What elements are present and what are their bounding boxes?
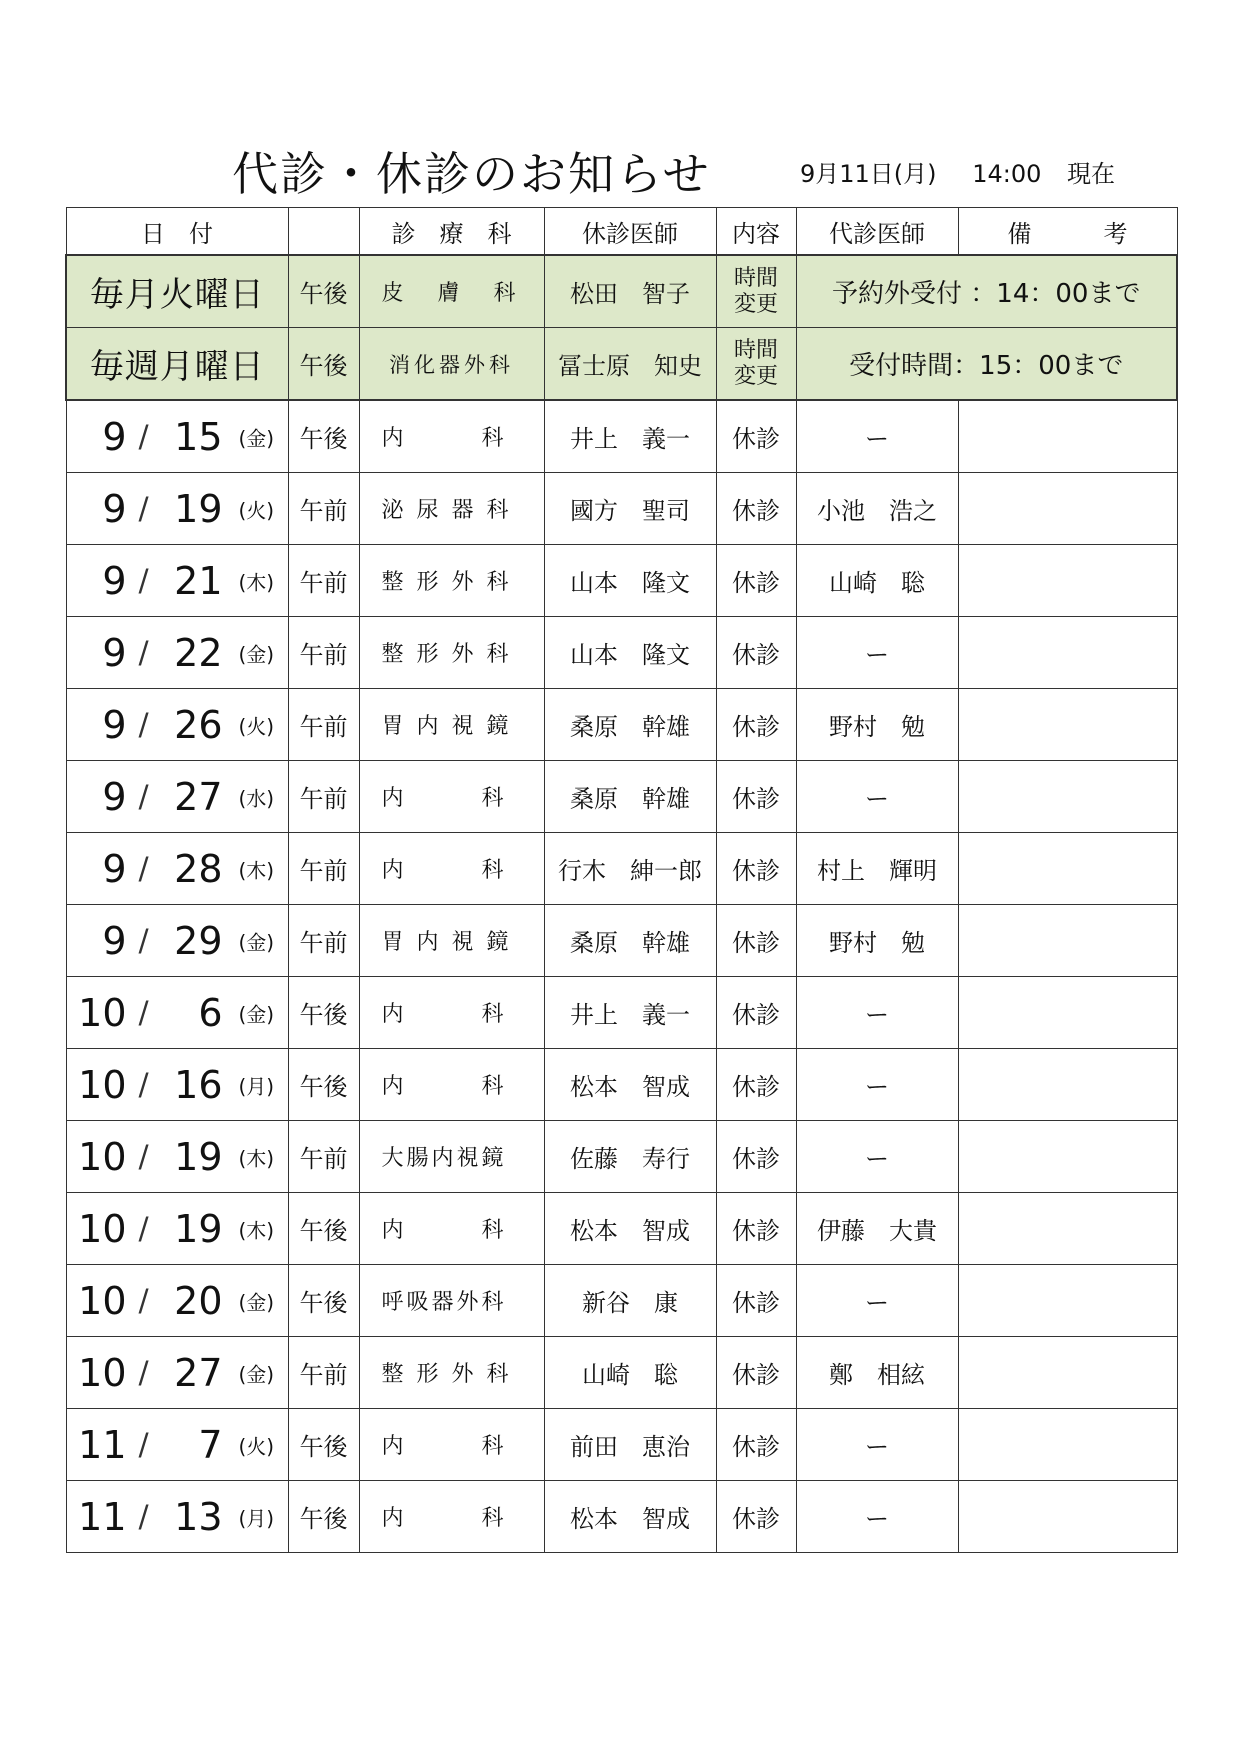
department-text: 内 科	[381, 1506, 507, 1531]
doctor-cell: 行木 紳一郎	[544, 833, 716, 905]
special-when: 毎週月曜日	[66, 328, 288, 401]
doctor-cell: 井上 義一	[544, 977, 716, 1049]
date-day: 28	[174, 846, 223, 891]
date-slash: /	[138, 1283, 149, 1318]
department-text: 内 科	[381, 1218, 507, 1243]
date-month: 10	[78, 1350, 127, 1395]
date-slash: /	[138, 1427, 149, 1462]
special-when: 毎月火曜日	[66, 255, 288, 328]
department-text: 整 形 外 科	[381, 1362, 512, 1387]
table-row	[66, 833, 1177, 905]
doctor-cell: 前田 恵治	[544, 1409, 716, 1481]
content-cell: 休診	[716, 977, 796, 1049]
date-month: 10	[78, 990, 127, 1035]
department-cell	[359, 473, 544, 545]
special-content-line2: 変更	[733, 291, 778, 317]
department-text: 内 科	[381, 426, 507, 451]
doctor-cell: 松本 智成	[544, 1193, 716, 1265]
department-cell	[359, 1337, 544, 1409]
special-department: 皮 膚 科	[359, 255, 544, 328]
substitute-cell: ー	[796, 1121, 958, 1193]
date-cell	[66, 761, 288, 833]
substitute-cell: ー	[796, 1481, 958, 1553]
doctor-cell: 山本 隆文	[544, 617, 716, 689]
table-row	[66, 1193, 1177, 1265]
department-cell	[359, 689, 544, 761]
department-cell	[359, 905, 544, 977]
content-cell: 休診	[716, 1481, 796, 1553]
date-cell	[66, 1049, 288, 1121]
page-title: 代診・休診のお知らせ	[232, 147, 711, 201]
date-slash: /	[138, 1139, 149, 1174]
schedule-table	[65, 207, 1178, 1553]
as-of-date: 9月11日(月)	[800, 160, 937, 188]
substitute-cell: ー	[796, 1409, 958, 1481]
content-cell: 休診	[716, 761, 796, 833]
period-cell: 午前	[288, 833, 359, 905]
special-content	[716, 328, 796, 401]
doctor-cell: 新谷 康	[544, 1265, 716, 1337]
remarks-cell	[958, 977, 1177, 1049]
date-slash: /	[138, 563, 149, 598]
remarks-cell	[958, 1049, 1177, 1121]
content-cell: 休診	[716, 473, 796, 545]
date-slash: /	[138, 995, 149, 1030]
date-month: 10	[78, 1134, 127, 1179]
substitute-cell: 野村 勉	[796, 905, 958, 977]
date-month: 9	[102, 918, 127, 963]
date-weekday: (金)	[238, 426, 275, 450]
date-day: 20	[174, 1278, 223, 1323]
substitute-cell: ー	[796, 617, 958, 689]
date-cell	[66, 473, 288, 545]
date-slash: /	[138, 851, 149, 886]
department-cell	[359, 1409, 544, 1481]
date-day: 21	[174, 558, 223, 603]
period-cell: 午前	[288, 689, 359, 761]
date-month: 9	[102, 414, 127, 459]
special-row	[66, 255, 1177, 328]
substitute-cell: ー	[796, 761, 958, 833]
date-month: 9	[102, 702, 127, 747]
date-day: 22	[174, 630, 223, 675]
special-period: 午後	[288, 255, 359, 328]
date-month: 10	[78, 1206, 127, 1251]
date-slash: /	[138, 1499, 149, 1534]
date-day: 6	[198, 990, 223, 1035]
content-cell: 休診	[716, 400, 796, 473]
date-weekday: (水)	[238, 786, 275, 810]
table-row	[66, 1049, 1177, 1121]
date-month: 9	[102, 630, 127, 675]
remarks-cell	[958, 689, 1177, 761]
table-row	[66, 1481, 1177, 1553]
remarks-cell	[958, 833, 1177, 905]
doctor-cell: 山崎 聡	[544, 1337, 716, 1409]
substitute-cell: ー	[796, 977, 958, 1049]
department-cell	[359, 1265, 544, 1337]
content-cell: 休診	[716, 1337, 796, 1409]
date-slash: /	[138, 419, 149, 454]
date-slash: /	[138, 491, 149, 526]
special-note: 予約外受付 ：14：00まで	[796, 255, 1177, 328]
special-note: 受付時間：15：00まで	[796, 328, 1177, 401]
department-cell	[359, 1193, 544, 1265]
department-cell	[359, 545, 544, 617]
table-row	[66, 761, 1177, 833]
date-weekday: (木)	[238, 1218, 275, 1242]
department-text: 内 科	[381, 786, 507, 811]
substitute-cell: 野村 勉	[796, 689, 958, 761]
period-cell: 午前	[288, 761, 359, 833]
date-cell	[66, 1193, 288, 1265]
date-cell	[66, 1265, 288, 1337]
department-text: 大腸内視鏡	[381, 1146, 507, 1171]
doctor-cell: 井上 義一	[544, 400, 716, 473]
date-cell	[66, 545, 288, 617]
date-day: 19	[174, 486, 223, 531]
remarks-cell	[958, 1337, 1177, 1409]
substitute-cell: 小池 浩之	[796, 473, 958, 545]
date-cell	[66, 1481, 288, 1553]
date-day: 29	[174, 918, 223, 963]
department-text: 胃 内 視 鏡	[381, 930, 512, 955]
date-weekday: (月)	[238, 1074, 275, 1098]
department-cell	[359, 833, 544, 905]
special-content-line1: 時間	[733, 265, 778, 291]
remarks-cell	[958, 400, 1177, 473]
date-slash: /	[138, 707, 149, 742]
department-cell	[359, 617, 544, 689]
substitute-cell: 伊藤 大貴	[796, 1193, 958, 1265]
date-weekday: (金)	[238, 1002, 275, 1026]
content-cell: 休診	[716, 545, 796, 617]
date-weekday: (木)	[238, 858, 275, 882]
table-row	[66, 905, 1177, 977]
department-text: 胃 内 視 鏡	[381, 714, 512, 739]
date-cell	[66, 617, 288, 689]
date-day: 16	[174, 1062, 223, 1107]
substitute-cell: ー	[796, 1265, 958, 1337]
date-day: 19	[174, 1206, 223, 1251]
date-weekday: (金)	[238, 1362, 275, 1386]
date-month: 11	[78, 1422, 127, 1467]
col-header-date: 日 付	[66, 208, 288, 256]
col-header-remarks: 備 考	[958, 208, 1177, 256]
department-text: 整 形 外 科	[381, 570, 512, 595]
date-slash: /	[138, 1211, 149, 1246]
remarks-cell	[958, 545, 1177, 617]
doctor-cell: 佐藤 寿行	[544, 1121, 716, 1193]
as-of-label: 現在	[1067, 160, 1115, 188]
content-cell: 休診	[716, 1409, 796, 1481]
doctor-cell: 桑原 幹雄	[544, 761, 716, 833]
date-slash: /	[138, 779, 149, 814]
period-cell: 午前	[288, 617, 359, 689]
department-text: 整 形 外 科	[381, 642, 512, 667]
department-text: 内 科	[381, 1434, 507, 1459]
period-cell: 午前	[288, 1337, 359, 1409]
special-row	[66, 328, 1177, 401]
table-row	[66, 689, 1177, 761]
period-cell: 午後	[288, 1193, 359, 1265]
special-department: 消化器外科	[359, 328, 544, 401]
doctor-cell: 國方 聖司	[544, 473, 716, 545]
department-text: 内 科	[381, 858, 507, 883]
table-row	[66, 617, 1177, 689]
special-doctor: 松田 智子	[544, 255, 716, 328]
substitute-cell: ー	[796, 1049, 958, 1121]
remarks-cell	[958, 761, 1177, 833]
as-of-time: 14:00	[972, 160, 1042, 188]
substitute-cell: ー	[796, 400, 958, 473]
department-text: 内 科	[381, 1074, 507, 1099]
date-day: 7	[198, 1422, 223, 1467]
table-row	[66, 1121, 1177, 1193]
content-cell: 休診	[716, 833, 796, 905]
date-month: 9	[102, 558, 127, 603]
special-period: 午後	[288, 328, 359, 401]
content-cell: 休診	[716, 1193, 796, 1265]
date-day: 15	[174, 414, 223, 459]
date-day: 27	[174, 774, 223, 819]
date-weekday: (金)	[238, 642, 275, 666]
date-slash: /	[138, 1067, 149, 1102]
remarks-cell	[958, 617, 1177, 689]
col-header-doctor: 休診医師	[544, 208, 716, 256]
doctor-cell: 桑原 幹雄	[544, 689, 716, 761]
col-header-period	[288, 208, 359, 256]
remarks-cell	[958, 1481, 1177, 1553]
date-slash: /	[138, 1355, 149, 1390]
date-day: 27	[174, 1350, 223, 1395]
date-month: 9	[102, 486, 127, 531]
content-cell: 休診	[716, 617, 796, 689]
content-cell: 休診	[716, 1049, 796, 1121]
table-row	[66, 1265, 1177, 1337]
date-day: 26	[174, 702, 223, 747]
department-text: 泌 尿 器 科	[381, 498, 512, 523]
as-of-timestamp	[800, 158, 1115, 190]
date-cell	[66, 1337, 288, 1409]
special-content-line1: 時間	[733, 337, 778, 363]
content-cell: 休診	[716, 1121, 796, 1193]
date-cell	[66, 1409, 288, 1481]
table-header-row	[66, 208, 1177, 256]
period-cell: 午後	[288, 1049, 359, 1121]
substitute-cell: 村上 輝明	[796, 833, 958, 905]
date-weekday: (木)	[238, 570, 275, 594]
table-row	[66, 545, 1177, 617]
col-header-department: 診 療 科	[359, 208, 544, 256]
date-weekday: (火)	[238, 1434, 275, 1458]
period-cell: 午後	[288, 1481, 359, 1553]
date-weekday: (月)	[238, 1506, 275, 1530]
department-cell	[359, 761, 544, 833]
date-weekday: (金)	[238, 930, 275, 954]
period-cell: 午後	[288, 1409, 359, 1481]
doctor-cell: 山本 隆文	[544, 545, 716, 617]
col-header-substitute: 代診医師	[796, 208, 958, 256]
date-slash: /	[138, 635, 149, 670]
content-cell: 休診	[716, 689, 796, 761]
remarks-cell	[958, 1409, 1177, 1481]
doctor-cell: 桑原 幹雄	[544, 905, 716, 977]
period-cell: 午後	[288, 1265, 359, 1337]
date-cell	[66, 1121, 288, 1193]
date-day: 13	[174, 1494, 223, 1539]
date-month: 10	[78, 1278, 127, 1323]
date-weekday: (火)	[238, 498, 275, 522]
remarks-cell	[958, 1121, 1177, 1193]
content-cell: 休診	[716, 1265, 796, 1337]
date-weekday: (木)	[238, 1146, 275, 1170]
department-text: 呼吸器外科	[381, 1290, 507, 1315]
department-cell	[359, 1121, 544, 1193]
table-row	[66, 977, 1177, 1049]
period-cell: 午後	[288, 977, 359, 1049]
department-cell	[359, 400, 544, 473]
date-slash: /	[138, 923, 149, 958]
date-weekday: (金)	[238, 1290, 275, 1314]
remarks-cell	[958, 1265, 1177, 1337]
remarks-cell	[958, 1193, 1177, 1265]
col-header-content: 内容	[716, 208, 796, 256]
date-cell	[66, 833, 288, 905]
doctor-cell: 松本 智成	[544, 1481, 716, 1553]
date-month: 11	[78, 1494, 127, 1539]
date-cell	[66, 400, 288, 473]
date-cell	[66, 905, 288, 977]
date-weekday: (火)	[238, 714, 275, 738]
date-cell	[66, 689, 288, 761]
date-month: 9	[102, 846, 127, 891]
date-day: 19	[174, 1134, 223, 1179]
period-cell: 午前	[288, 905, 359, 977]
period-cell: 午前	[288, 473, 359, 545]
department-cell	[359, 1481, 544, 1553]
substitute-cell: 鄭 相絃	[796, 1337, 958, 1409]
department-text: 内 科	[381, 1002, 507, 1027]
content-cell: 休診	[716, 905, 796, 977]
special-content	[716, 255, 796, 328]
substitute-cell: 山崎 聡	[796, 545, 958, 617]
special-content-line2: 変更	[733, 363, 778, 389]
remarks-cell	[958, 473, 1177, 545]
date-cell	[66, 977, 288, 1049]
period-cell: 午後	[288, 400, 359, 473]
date-month: 10	[78, 1062, 127, 1107]
table-row	[66, 473, 1177, 545]
table-row	[66, 1337, 1177, 1409]
date-month: 9	[102, 774, 127, 819]
doctor-cell: 松本 智成	[544, 1049, 716, 1121]
department-cell	[359, 1049, 544, 1121]
remarks-cell	[958, 905, 1177, 977]
period-cell: 午前	[288, 1121, 359, 1193]
table-row	[66, 1409, 1177, 1481]
table-row	[66, 400, 1177, 473]
period-cell: 午前	[288, 545, 359, 617]
special-doctor: 冨士原 知史	[544, 328, 716, 401]
department-cell	[359, 977, 544, 1049]
